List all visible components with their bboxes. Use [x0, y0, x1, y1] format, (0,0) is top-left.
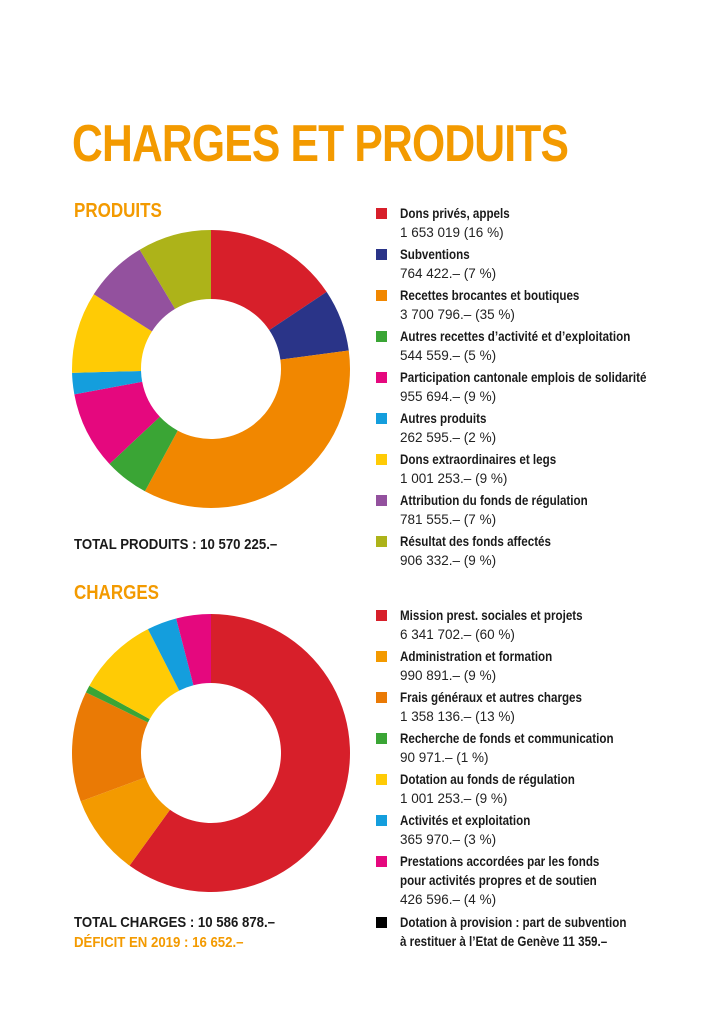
- charges-donut-chart: [70, 612, 352, 894]
- produits-legend-item: [376, 491, 696, 532]
- produits-legend-label: Recettes brocantes et boutiques: [400, 288, 580, 303]
- charges-legend-swatch: [376, 651, 387, 662]
- charges-legend-item: [376, 647, 696, 688]
- produits-legend-label: Subventions: [400, 247, 470, 262]
- charges-legend-value: 1 001 253.– (9 %): [400, 791, 508, 806]
- produits-legend-value: 764 422.– (7 %): [400, 266, 497, 281]
- produits-legend-value: 1 653 019 (16 %): [400, 225, 504, 240]
- produits-legend-item: [376, 245, 696, 286]
- charges-legend-label: Prestations accordées par les fonds: [400, 854, 600, 869]
- produits-legend-swatch: [376, 290, 387, 301]
- produits-legend-value: 544 559.– (5 %): [400, 348, 497, 363]
- charges-legend-value: 990 891.– (9 %): [400, 668, 497, 683]
- charges-legend-label: Recherche de fonds et communication: [400, 731, 614, 746]
- produits-legend-label: Attribution du fonds de régulation: [400, 493, 588, 508]
- produits-legend-value: 1 001 253.– (9 %): [400, 471, 508, 486]
- produits-legend-swatch: [376, 536, 387, 547]
- produits-legend-label: Dons privés, appels: [400, 206, 510, 221]
- charges-total: TOTAL CHARGES : 10 586 878.–: [74, 914, 276, 931]
- deficit-total: DÉFICIT EN 2019 : 16 652.–: [74, 934, 244, 951]
- produits-legend-item: [376, 368, 696, 409]
- charges-legend-label: Dotation à provision : part de subvention: [400, 915, 627, 930]
- produits-legend-swatch: [376, 413, 387, 424]
- produits-legend-item: [376, 532, 696, 573]
- produits-legend-label: Autres recettes d’activité et d’exploitation: [400, 329, 631, 344]
- charges-legend-label: Frais généraux et autres charges: [400, 690, 582, 705]
- produits-legend-value: 262 595.– (2 %): [400, 430, 497, 445]
- produits-legend-value: 781 555.– (7 %): [400, 512, 497, 527]
- charges-legend-item: [376, 729, 696, 770]
- produits-legend-swatch: [376, 331, 387, 342]
- charges-legend-value: 1 358 136.– (13 %): [400, 709, 515, 724]
- produits-legend-swatch: [376, 208, 387, 219]
- produits-heading: PRODUITS: [74, 200, 162, 222]
- produits-legend-swatch: [376, 372, 387, 383]
- produits-legend-item: [376, 450, 696, 491]
- produits-legend-label: Dons extraordinaires et legs: [400, 452, 557, 467]
- charges-legend-item: [376, 811, 696, 852]
- charges-legend: [376, 606, 696, 953]
- charges-legend-item: [376, 770, 696, 811]
- charges-legend-value: 90 971.– (1 %): [400, 750, 489, 765]
- produits-slice-3: [145, 350, 350, 508]
- charges-legend-label: à restituer à l’Etat de Genève 11 359.–: [400, 934, 608, 949]
- charges-legend-label: Administration et formation: [400, 649, 553, 664]
- produits-legend-swatch: [376, 249, 387, 260]
- produits-donut-chart: [70, 228, 352, 510]
- produits-legend-value: 955 694.– (9 %): [400, 389, 497, 404]
- charges-legend-swatch: [376, 856, 387, 867]
- charges-legend-swatch: [376, 610, 387, 621]
- produits-legend-label: Autres produits: [400, 411, 487, 426]
- charges-legend-swatch: [376, 692, 387, 703]
- charges-legend-label: Activités et exploitation: [400, 813, 531, 828]
- produits-total: TOTAL PRODUITS : 10 570 225.–: [74, 536, 278, 553]
- charges-heading: CHARGES: [74, 582, 160, 604]
- charges-legend-label: pour activités propres et de soutien: [400, 873, 597, 888]
- charges-legend-item: [376, 913, 696, 953]
- produits-legend-item: [376, 204, 696, 245]
- produits-legend-item: [376, 409, 696, 450]
- produits-legend-value: 906 332.– (9 %): [400, 553, 497, 568]
- produits-legend-item: [376, 286, 696, 327]
- charges-legend-item: [376, 606, 696, 647]
- charges-legend-value: 426 596.– (4 %): [400, 892, 497, 907]
- charges-legend-swatch: [376, 917, 387, 928]
- charges-legend-value: 365 970.– (3 %): [400, 832, 497, 847]
- charges-legend-value: 6 341 702.– (60 %): [400, 627, 515, 642]
- produits-legend-swatch: [376, 454, 387, 465]
- charges-legend-swatch: [376, 774, 387, 785]
- produits-legend: [376, 204, 696, 573]
- produits-legend-label: Participation cantonale emplois de solidarité: [400, 370, 647, 385]
- produits-legend-value: 3 700 796.– (35 %): [400, 307, 515, 322]
- produits-legend-item: [376, 327, 696, 368]
- produits-legend-swatch: [376, 495, 387, 506]
- charges-legend-label: Dotation au fonds de régulation: [400, 772, 575, 787]
- charges-legend-swatch: [376, 733, 387, 744]
- charges-legend-swatch: [376, 815, 387, 826]
- page-title: CHARGES ET PRODUITS: [72, 115, 569, 173]
- charges-legend-item: [376, 688, 696, 729]
- charges-legend-item: [376, 852, 696, 913]
- charges-legend-label: Mission prest. sociales et projets: [400, 608, 583, 623]
- produits-legend-label: Résultat des fonds affectés: [400, 534, 551, 549]
